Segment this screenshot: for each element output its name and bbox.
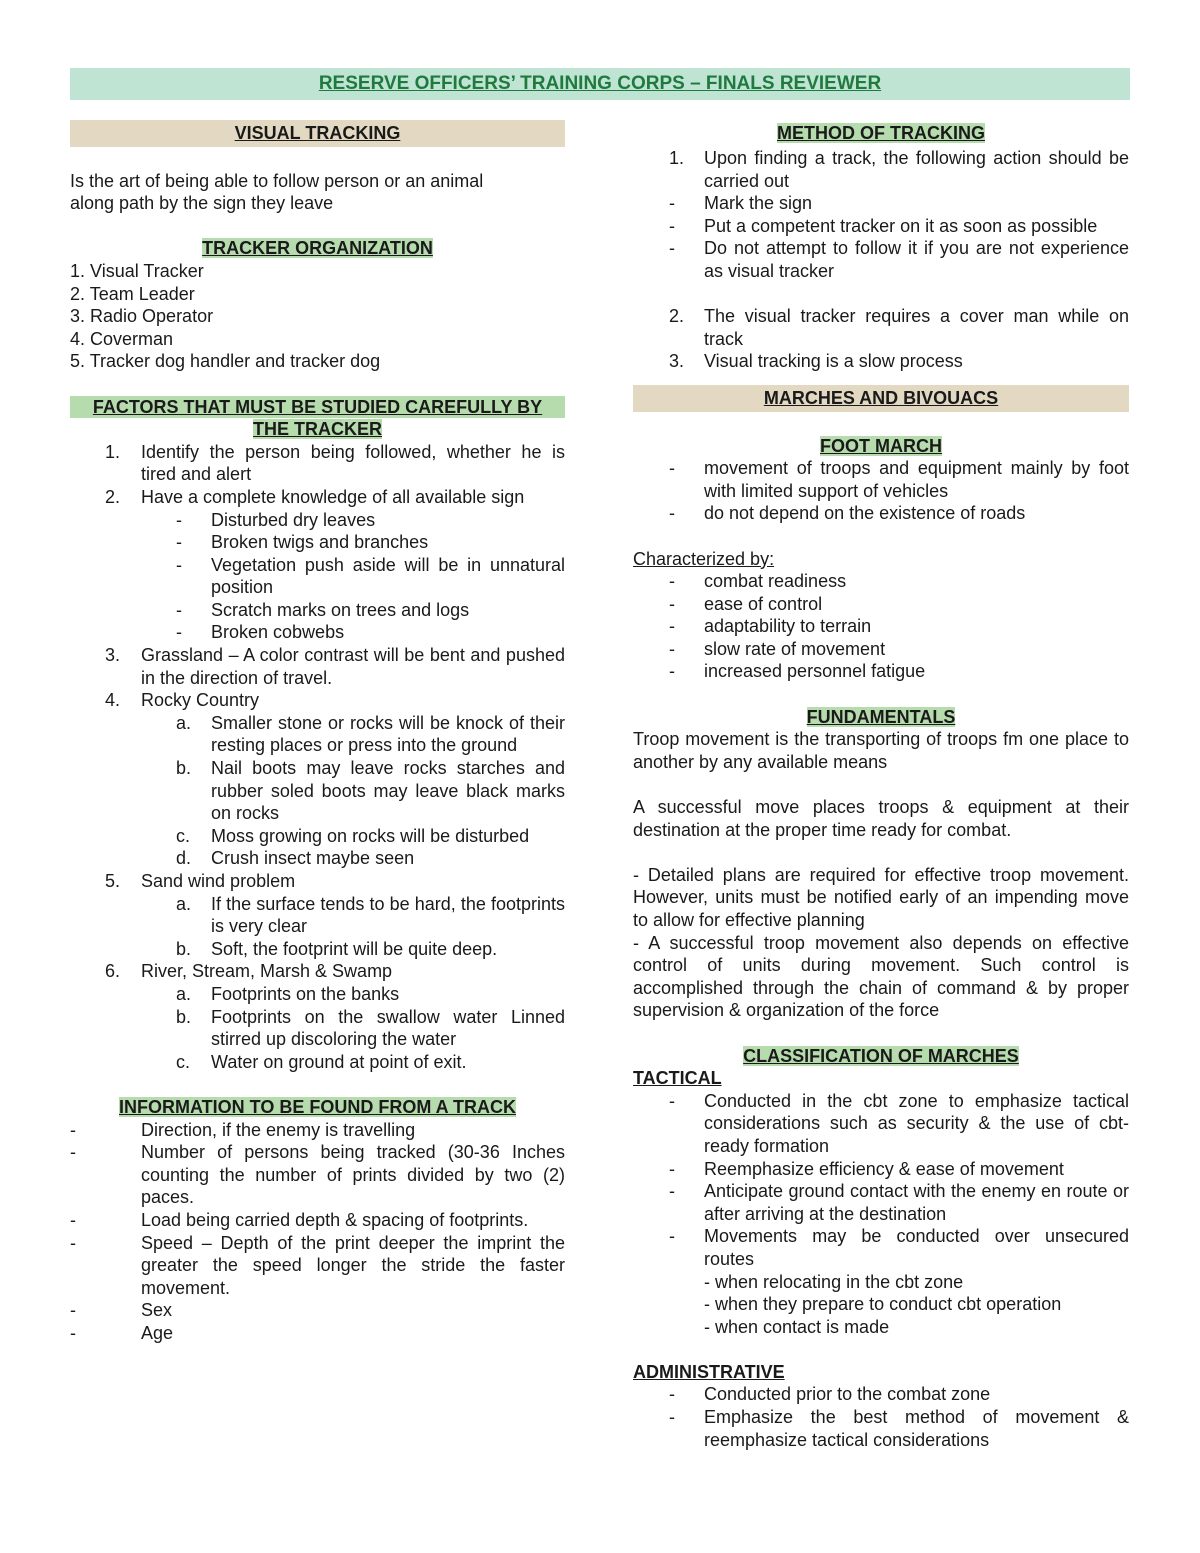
list-text: Identify the person being followed, whether he is tired and alert: [141, 441, 565, 485]
list-text: movement of troops and equipment mainly by foot with limited support of vehicles: [704, 458, 1129, 501]
sub-text: Smaller stone or rocks will be knock of their resting places or press into the ground: [211, 712, 565, 756]
sub-item: [70, 712, 565, 757]
list-text: Number of persons being tracked (30-36 Inches counting the number of prints divided by two (2) paces.: [141, 1142, 565, 1208]
list-text: Anticipate ground contact with the enemy en route or after arriving at the destination: [704, 1181, 1129, 1224]
dash-marker: -: [70, 1322, 76, 1343]
list-item: [70, 689, 565, 712]
list-item: 4. Coverman: [70, 328, 174, 349]
list-item: [70, 1209, 565, 1232]
sub-marker: b.: [176, 758, 192, 779]
list-text: River, Stream, Marsh & Swamp: [141, 961, 393, 982]
paragraph: - Detailed plans are required for effective troop movement. However, units must be notified early of an impending move to allow for effective planning: [633, 864, 1129, 930]
dash-marker: -: [70, 1209, 76, 1230]
list-item: [70, 1141, 565, 1209]
list-item: [633, 457, 1129, 502]
sub-text: Soft, the footprint will be quite deep.: [211, 938, 498, 959]
dash-marker: -: [70, 1232, 76, 1253]
section-heading-information: INFORMATION TO BE FOUND FROM A TRACK: [119, 1096, 516, 1117]
list-item: [633, 1225, 1129, 1270]
list-item: 1. Visual Tracker: [70, 260, 204, 281]
dash-marker: -: [176, 509, 182, 530]
list-number: 3.: [105, 645, 121, 666]
list-text: Movements may be conducted over unsecured routes: [704, 1226, 1129, 1269]
dash-marker: -: [669, 1090, 675, 1111]
sub-item: [70, 599, 565, 622]
list-text: The visual tracker requires a cover man while on track: [704, 306, 1129, 349]
list-item: [633, 237, 1129, 282]
list-text: do not depend on the existence of roads: [704, 503, 1026, 524]
section-heading-factors-line2: THE TRACKER: [253, 419, 382, 440]
list-text: ease of control: [704, 593, 823, 614]
list-text: Upon finding a track, the following action should be carried out: [704, 148, 1129, 191]
dash-marker: -: [669, 193, 675, 214]
list-item: [633, 1158, 1129, 1181]
sub-text: Scratch marks on trees and logs: [211, 599, 470, 620]
dash-marker: -: [669, 1181, 675, 1202]
sub-item: - when contact is made: [704, 1316, 890, 1337]
dash-marker: -: [176, 554, 182, 575]
section-heading-marches: MARCHES AND BIVOUACS: [633, 385, 1129, 412]
list-item: [70, 441, 565, 486]
list-item: 3. Radio Operator: [70, 306, 214, 327]
list-item: [633, 638, 1129, 661]
dash-marker: -: [669, 571, 675, 592]
list-text: Grassland – A color contrast will be bent and pushed in the direction of travel.: [141, 645, 565, 688]
dash-marker: -: [176, 622, 182, 643]
dash-marker: -: [669, 1226, 675, 1247]
dash-marker: -: [176, 532, 182, 553]
dash-marker: -: [669, 1384, 675, 1405]
tactical-label: TACTICAL: [633, 1068, 722, 1089]
dash-marker: -: [70, 1119, 76, 1140]
sub-text: If the surface tends to be hard, the footprints is very clear: [211, 893, 565, 937]
list-item: [633, 192, 1129, 215]
sub-marker: b.: [176, 938, 192, 959]
sub-item: [70, 531, 565, 554]
heading-line: FACTORS THAT MUST BE STUDIED CAREFULLY BY: [92, 396, 543, 417]
list-item: [633, 215, 1129, 238]
list-number: 6.: [105, 961, 121, 982]
sub-item: [70, 1051, 565, 1074]
section-heading-classification: CLASSIFICATION OF MARCHES: [743, 1045, 1019, 1066]
sub-item: [70, 554, 565, 599]
title-bar: [70, 68, 1130, 100]
list-item: [70, 644, 565, 689]
list-number: 3.: [669, 351, 685, 372]
sub-text: Footprints on the swallow water Linned stirred up discoloring the water: [211, 1006, 565, 1050]
dash-marker: -: [669, 1407, 675, 1428]
list-text: Sand wind problem: [141, 871, 296, 891]
list-item: [633, 147, 1129, 192]
dash-marker: -: [176, 599, 182, 620]
sub-marker: d.: [176, 848, 192, 869]
list-text: Emphasize the best method of movement & reemphasize tactical considerations: [704, 1407, 1129, 1450]
dash-marker: -: [669, 458, 675, 479]
list-item: [633, 593, 1129, 616]
section-heading-fundamentals: FUNDAMENTALS: [806, 706, 956, 727]
sub-text: Vegetation push aside will be in unnatural position: [211, 554, 565, 598]
left-column: [70, 120, 565, 1344]
sub-text: Nail boots may leave rocks starches and rubber soled boots may leave black marks on rocks: [211, 758, 565, 824]
list-number: 1.: [105, 441, 121, 462]
list-item: [633, 615, 1129, 638]
list-text: Load being carried depth & spacing of footprints.: [141, 1209, 529, 1230]
sub-item: [70, 509, 565, 532]
right-column: [633, 120, 1129, 1451]
list-number: 1.: [669, 148, 685, 168]
sub-text: Moss growing on rocks will be disturbed: [211, 825, 530, 846]
sub-marker: a.: [176, 983, 192, 1004]
list-item: [70, 960, 565, 983]
sub-item: [70, 757, 565, 825]
list-item: 2. Team Leader: [70, 283, 195, 304]
dash-marker: -: [669, 215, 675, 236]
list-text: Age: [141, 1322, 174, 1343]
sub-item: [70, 983, 565, 1006]
list-item: [70, 1232, 565, 1300]
list-item: [70, 1322, 565, 1345]
sub-item: [70, 893, 565, 938]
dash-marker: -: [669, 238, 675, 259]
sub-text: Disturbed dry leaves: [211, 509, 376, 530]
list-item: [633, 502, 1129, 525]
sub-marker: a.: [176, 893, 192, 914]
sub-text: Footprints on the banks: [211, 983, 400, 1004]
sub-item: [70, 1006, 565, 1051]
dash-marker: -: [669, 593, 675, 614]
list-item: [70, 870, 565, 893]
list-text: Sex: [141, 1300, 173, 1321]
sub-item: [70, 825, 565, 848]
dash-marker: -: [70, 1300, 76, 1321]
list-item: [70, 1299, 565, 1322]
page-title: RESERVE OFFICERS’ TRAINING CORPS – FINALS REVIEWER: [318, 73, 882, 94]
list-item: [633, 1090, 1129, 1158]
list-item: 5. Tracker dog handler and tracker dog: [70, 351, 381, 372]
list-text: Have a complete knowledge of all available sign: [141, 486, 525, 507]
list-item: [633, 660, 1129, 683]
list-text: Direction, if the enemy is travelling: [141, 1119, 416, 1140]
list-text: Do not attempt to follow it if you are not experience as visual tracker: [704, 238, 1129, 281]
sub-text: Water on ground at point of exit.: [211, 1051, 467, 1072]
list-text: Speed – Depth of the print deeper the imprint the greater the speed longer the stride the faster movement.: [141, 1232, 565, 1298]
list-text: slow rate of movement: [704, 638, 886, 659]
dash-marker: -: [669, 616, 675, 637]
dash-marker: -: [669, 503, 675, 524]
sub-marker: c.: [176, 1051, 191, 1072]
list-text: Mark the sign: [704, 193, 813, 214]
sub-item: [70, 621, 565, 644]
list-text: adaptability to terrain: [704, 616, 872, 637]
list-item: [633, 305, 1129, 350]
characterized-label: Characterized by:: [633, 548, 775, 569]
paragraph: Troop movement is the transporting of troops fm one place to another by any available means: [633, 729, 1129, 772]
list-item: [633, 1406, 1129, 1451]
sub-marker: c.: [176, 825, 191, 846]
sub-text: Broken cobwebs: [211, 622, 345, 643]
list-number: 4.: [105, 690, 121, 711]
list-item: [70, 486, 565, 509]
list-number: 2.: [669, 306, 685, 327]
list-text: increased personnel fatigue: [704, 661, 926, 682]
sub-item: [70, 847, 565, 870]
list-number: 5.: [105, 871, 121, 891]
list-item: [633, 1383, 1129, 1406]
sub-item: - when they prepare to conduct cbt operation: [704, 1294, 1062, 1315]
visual-tracking-definition: Is the art of being able to follow person or an animal along path by the sign they leave: [70, 170, 484, 214]
tracker-org-list: [70, 260, 565, 373]
section-heading-visual-tracking: VISUAL TRACKING: [70, 120, 565, 147]
sub-item: [70, 938, 565, 961]
sub-text: Crush insect maybe seen: [211, 848, 415, 869]
section-heading-method: METHOD OF TRACKING: [777, 123, 985, 143]
section-heading-factors: [70, 396, 565, 419]
sub-text: Broken twigs and branches: [211, 532, 429, 553]
dash-marker: -: [669, 638, 675, 659]
sub-item: - when relocating in the cbt zone: [704, 1271, 964, 1292]
dash-marker: -: [70, 1142, 76, 1163]
list-text: Reemphasize efficiency & ease of movement: [704, 1158, 1064, 1179]
section-heading-tracker-organization: TRACKER ORGANIZATION: [202, 238, 433, 259]
list-text: Visual tracking is a slow process: [704, 351, 963, 372]
sub-marker: a.: [176, 712, 192, 733]
list-text: Rocky Country: [141, 690, 260, 711]
paragraph: - A successful troop movement also depends on effective control of units during movement. Such control is accomplished through the chain of command & by proper supervision & organization of the force: [633, 932, 1129, 1021]
list-item: [70, 1119, 565, 1142]
sub-marker: b.: [176, 1006, 192, 1027]
dash-marker: -: [669, 661, 675, 682]
section-heading-foot-march: FOOT MARCH: [820, 435, 942, 456]
list-text: Conducted prior to the combat zone: [704, 1384, 991, 1405]
list-text: combat readiness: [704, 571, 847, 592]
list-item: [633, 350, 1129, 373]
paragraph: A successful move places troops & equipment at their destination at the proper time ready for combat.: [633, 797, 1129, 840]
list-item: [633, 1180, 1129, 1225]
list-item: [633, 570, 1129, 593]
list-number: 2.: [105, 486, 121, 507]
list-text: Put a competent tracker on it as soon as possible: [704, 215, 1098, 236]
administrative-label: ADMINISTRATIVE: [633, 1361, 785, 1382]
list-text: Conducted in the cbt zone to emphasize tactical considerations such as security & the use of cbt-ready formation: [704, 1090, 1129, 1156]
dash-marker: -: [669, 1158, 675, 1179]
